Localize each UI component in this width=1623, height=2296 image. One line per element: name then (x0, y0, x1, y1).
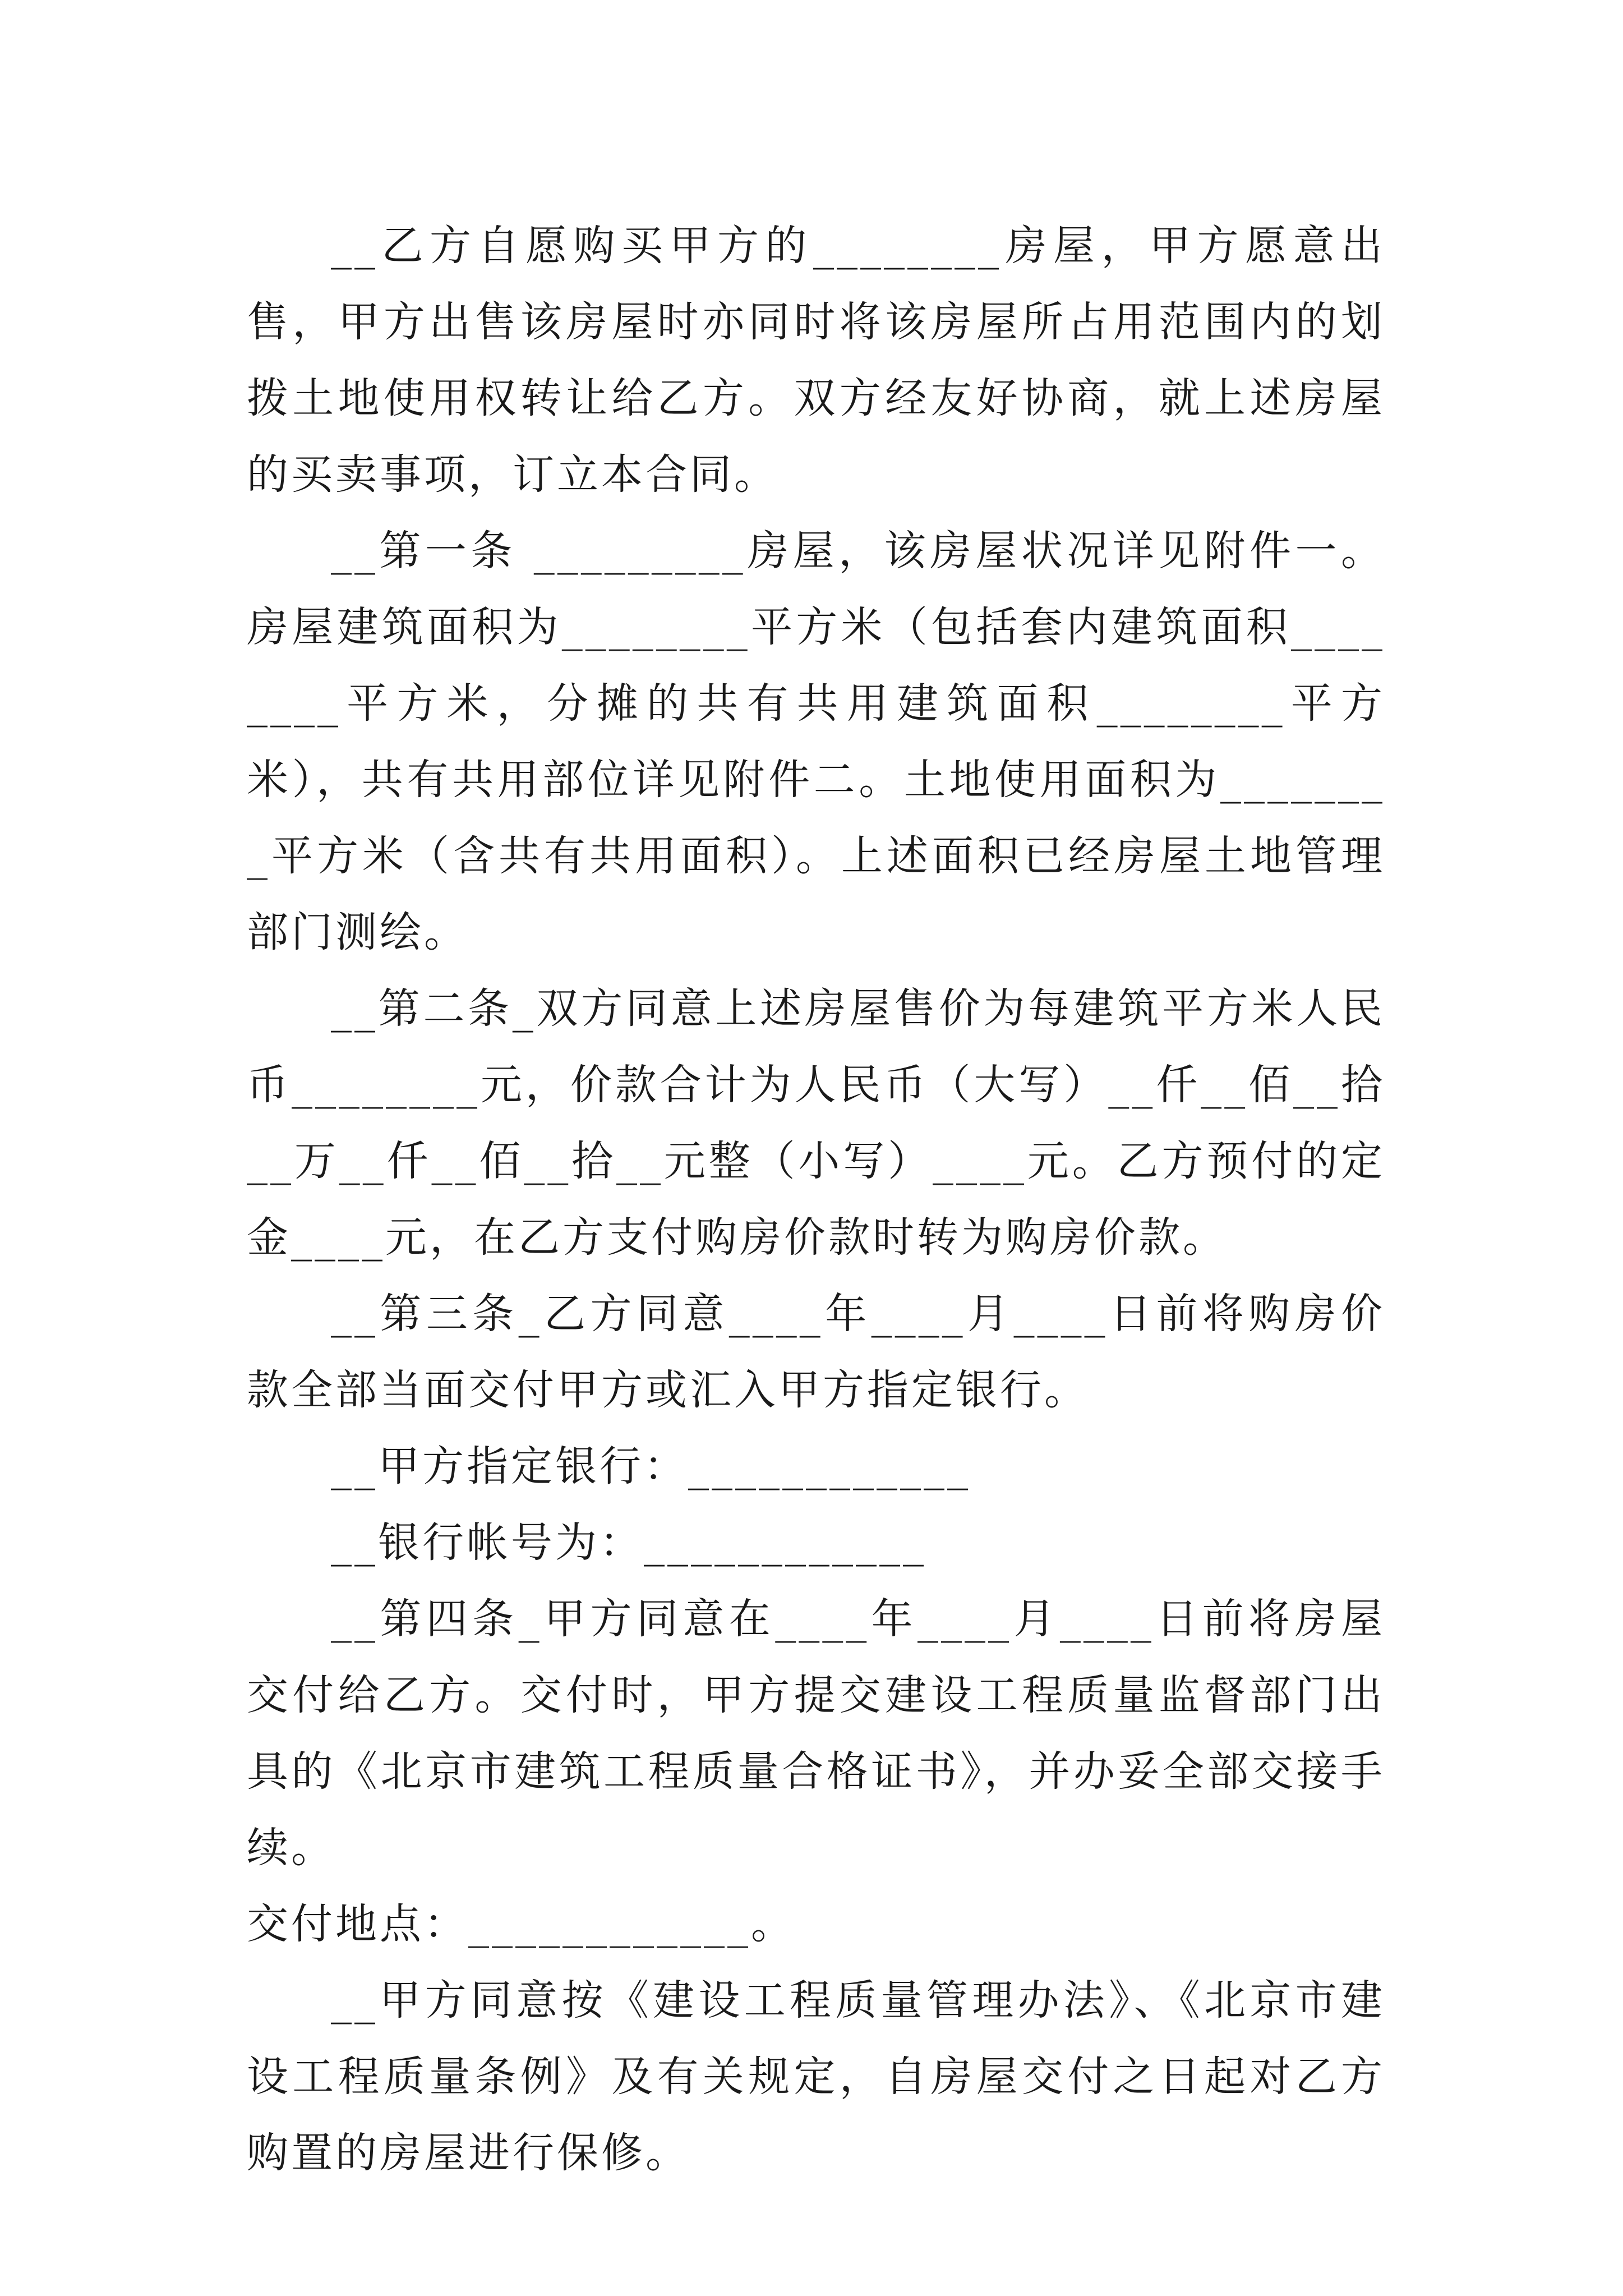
intro-paragraph: __乙方自愿购买甲方的________房屋，甲方愿意出售，甲方出售该房屋时亦同时将该房屋所占用范围内的划拨土地使用权转让给乙方。双方经友好协商，就上述房屋的买卖事项，订立本合同。 (247, 222, 1385, 499)
warranty-paragraph: __甲方同意按《建设工程质量管理办法》、《北京市建设工程质量条例》及有关规定，自房屋交付之日起对乙方购置的房屋进行保修。 (247, 1976, 1385, 2177)
delivery-location-line: 交付地点：____________。 (247, 1900, 795, 1948)
article-three-paragraph: __第三条_乙方同意____年____月____日前将购房价款全部当面交付甲方或汇入甲方指定银行。 (247, 1290, 1385, 1414)
article-two-paragraph: __第二条_双方同意上述房屋售价为每建筑平方米人民币________元，价款合计为人民币（大写）__仟__佰__拾__万__仟__佰__拾__元整（小写）____元。乙方预付的定金____元，在乙方支付购房价款时转为购房价款。 (247, 984, 1385, 1262)
contract-body (247, 208, 1385, 2191)
designated-bank-line: __甲方指定银行：____________ (331, 1442, 971, 1490)
article-four-paragraph: __第四条_甲方同意在____年____月____日前将房屋交付给乙方。交付时，甲方提交建设工程质量监督部门出具的《北京市建筑工程质量合格证书》，并办妥全部交接手续。 (247, 1595, 1385, 1872)
bank-account-line: __银行帐号为：____________ (331, 1519, 926, 1567)
article-one-paragraph: __第一条 _________房屋，该房屋状况详见附件一。房屋建筑面积为________平方米（包括套内建筑面积________平方米，分摊的共有共用建筑面积________平方米），共有共用部位详见附件二。土地使用面积为________平方米（含共有共用面积）。上述面积已经房屋土地管理部门测绘。 (247, 527, 1385, 956)
